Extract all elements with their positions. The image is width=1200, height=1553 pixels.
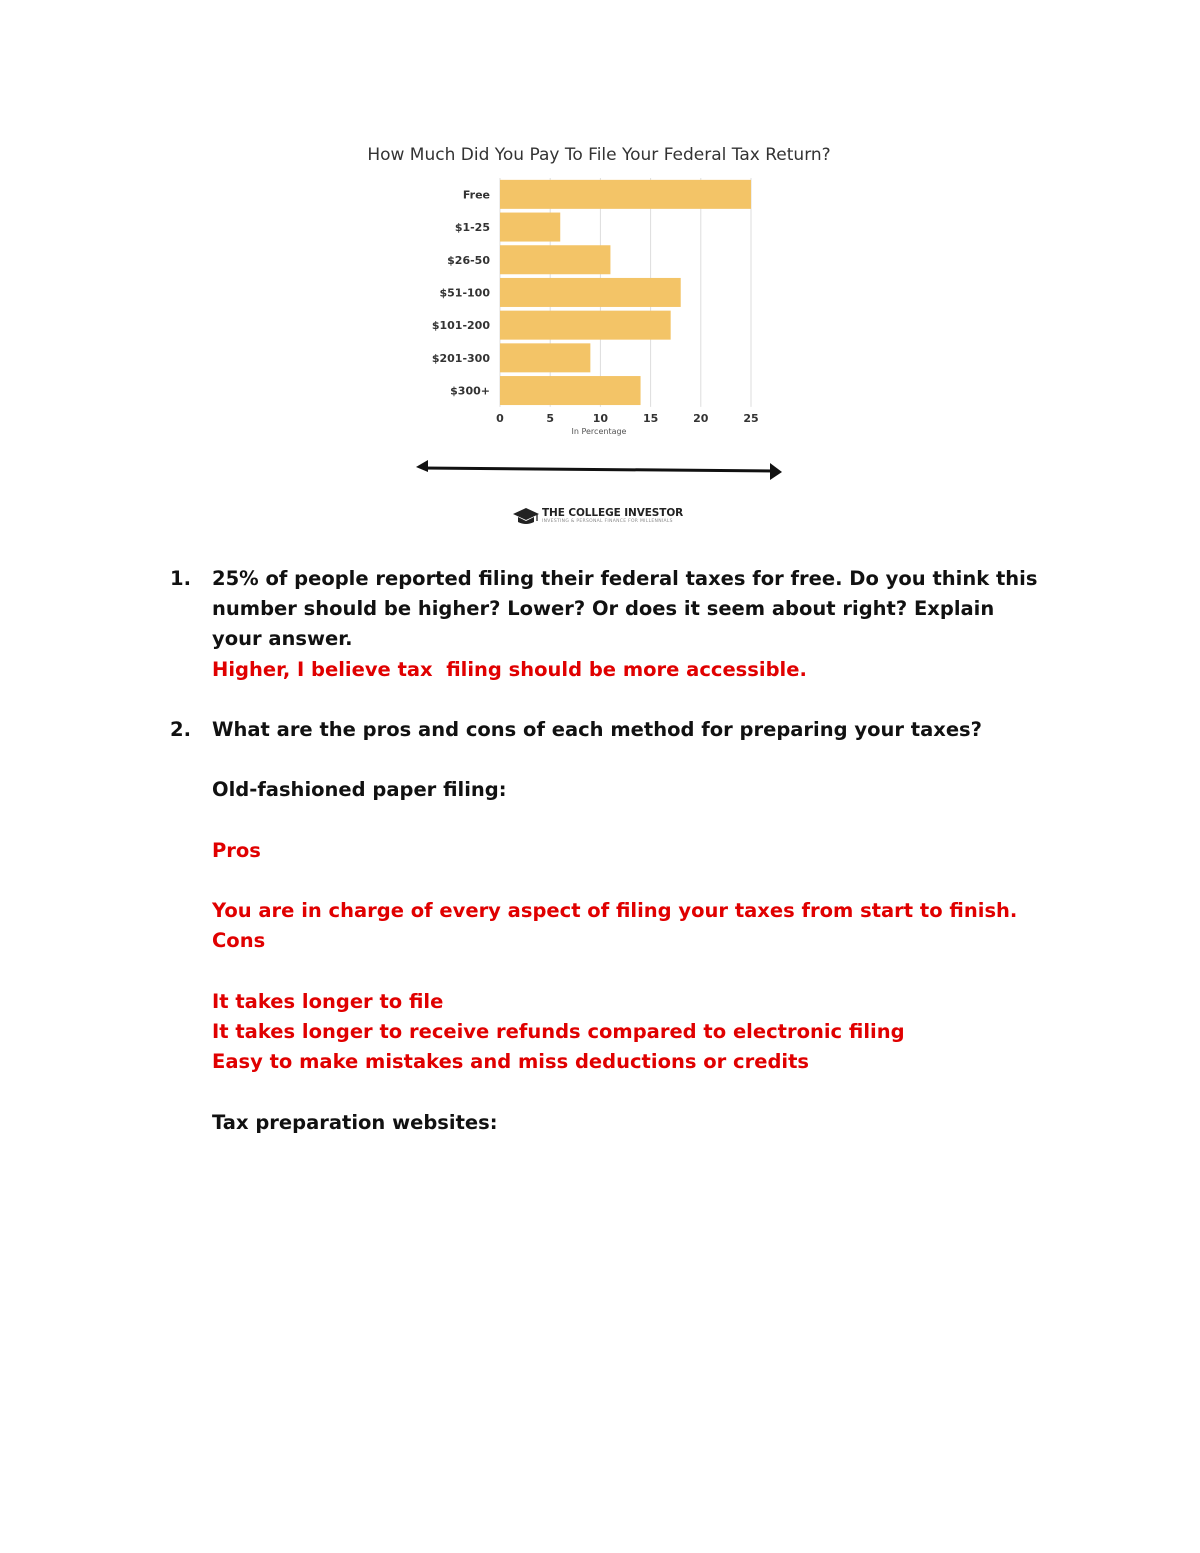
- bar-chart: [330, 138, 870, 488]
- chart-tick-labels: [496, 412, 758, 425]
- arrow-left-head: [416, 460, 428, 472]
- x-tick-label: 25: [743, 411, 759, 425]
- question-text-line: number should be higher? Lower? Or does it seem about right? Explain: [212, 597, 995, 621]
- pros-item: You are in charge of every aspect of filing your taxes from start to finish.: [212, 899, 1018, 923]
- chart-image: [330, 138, 870, 538]
- category-label: $1-25: [454, 221, 490, 235]
- question-text-line: What are the pros and cons of each method for preparing your taxes?: [212, 718, 982, 741]
- cons-label: Cons: [212, 929, 266, 953]
- category-label: $300+: [450, 384, 490, 398]
- logo-tagline: INVESTING & PERSONAL FINANCE FOR MILLENNIALS: [542, 519, 673, 524]
- double-arrow: [416, 460, 782, 480]
- category-label: Free: [462, 188, 490, 202]
- chart-bars: [500, 180, 751, 405]
- x-tick-label: 15: [642, 411, 659, 425]
- question-1: [170, 564, 1070, 685]
- pros-label: Pros: [212, 838, 261, 862]
- chart-category-labels: [432, 188, 490, 397]
- worksheet-questions: [170, 564, 1070, 1138]
- bar: [500, 343, 590, 372]
- question-2: [170, 715, 1070, 745]
- graduation-cap-icon: [512, 505, 540, 527]
- cons-item: It takes longer to receive refunds compared to electronic filing: [212, 1019, 905, 1043]
- answer-text: Higher, I believe tax filing should be more accessible.: [212, 657, 807, 681]
- bar: [500, 311, 671, 340]
- question-text-line: 25% of people reported filing their federal taxes for free. Do you think this: [212, 567, 1038, 590]
- chart-title: How Much Did You Pay To File Your Federal Tax Return?: [367, 145, 831, 165]
- x-tick-label: 20: [693, 411, 709, 425]
- method-heading: Old-fashioned paper filing:: [212, 778, 507, 802]
- question-number: 1.: [170, 567, 191, 590]
- bar: [500, 376, 641, 405]
- bar: [500, 278, 681, 307]
- category-label: $101-200: [431, 319, 490, 333]
- college-investor-logo: [512, 505, 683, 527]
- bar: [500, 180, 751, 209]
- logo-name: THE COLLEGE INVESTOR: [542, 506, 684, 519]
- x-tick-label: 0: [496, 411, 504, 425]
- x-axis-title: In Percentage: [571, 427, 627, 436]
- cons-item: It takes longer to file: [212, 989, 444, 1013]
- arrow-right-head: [770, 463, 782, 480]
- bar: [500, 245, 610, 274]
- category-label: $26-50: [447, 253, 490, 267]
- x-tick-label: 5: [546, 411, 555, 425]
- category-label: $51-100: [439, 286, 490, 300]
- category-label: $201-300: [431, 351, 490, 365]
- question-text-line: your answer.: [212, 627, 353, 651]
- question-number: 2.: [170, 718, 191, 741]
- cons-item: Easy to make mistakes and miss deductions or credits: [212, 1050, 810, 1074]
- x-tick-label: 10: [592, 411, 609, 425]
- bar: [500, 213, 560, 242]
- method-heading: Tax preparation websites:: [212, 1110, 498, 1134]
